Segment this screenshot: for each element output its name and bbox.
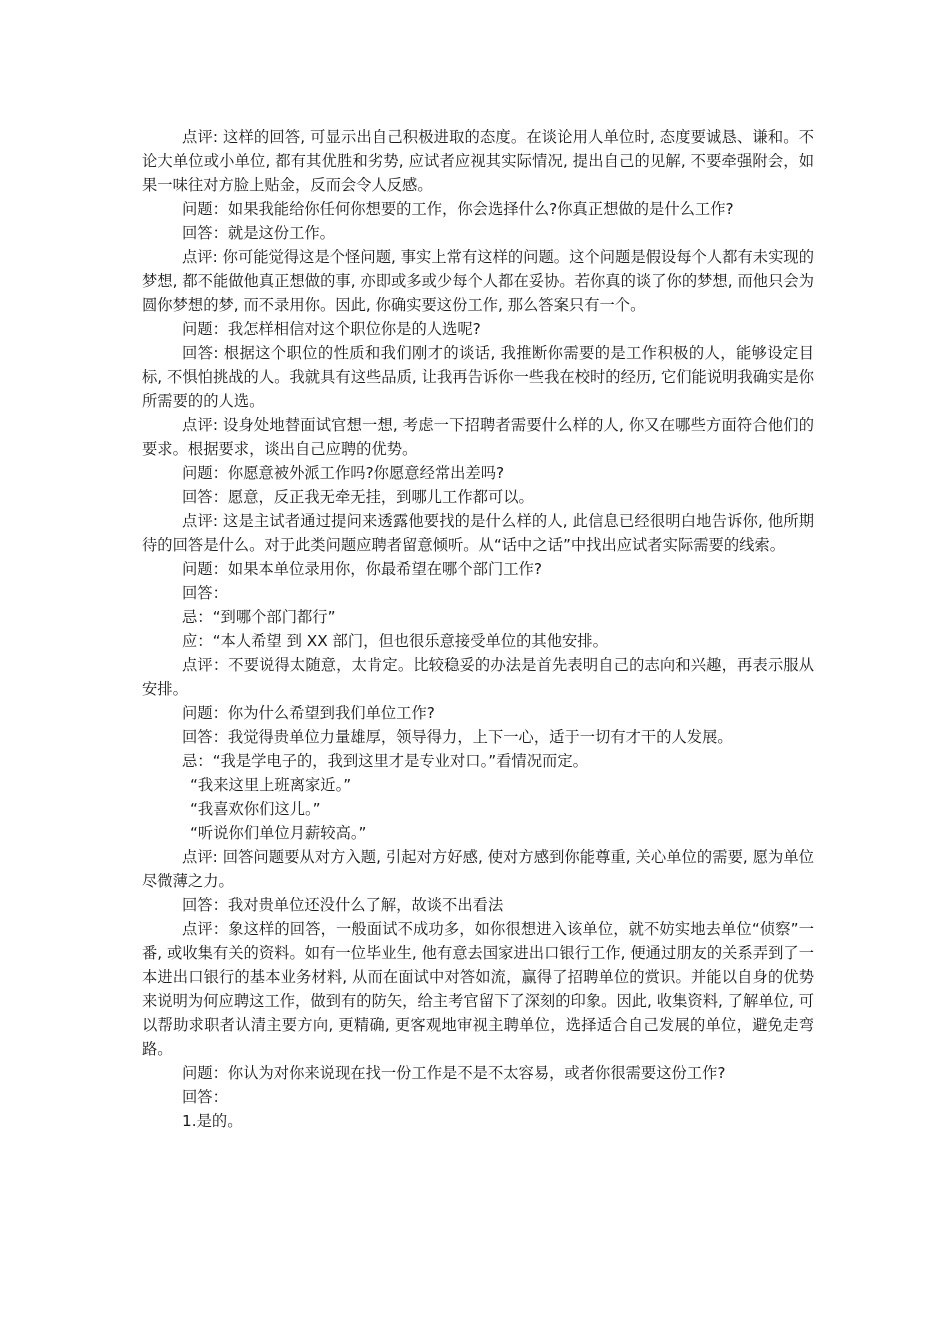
paragraph-comment-7: 点评：象这样的回答，一般面试不成功多，如你很想进入该单位，就不妨实地去单位“侦察”一番, 或收集有关的资料。如有一位毕业生, 他有意去国家进出口银行工作, 便通过朋友的关系弄到了一本进出口银行的基本业务材料, 从而在面试中对答如流，赢得了招聘单位的赏识。并能以自身的优势来说明为何应聘这工作，做到有的防矢，给主考官留下了深刻的印象。因此, 收集资料, 了解单位, 可以帮助求职者认清主要方向, 更精确, 更客观地审视主聘单位，选择适合自己发展的单位，避免走弯路。 bbox=[142, 920, 814, 1058]
document-body bbox=[142, 125, 814, 1133]
paragraph-comment-2: 点评: 你可能觉得这是个怪问题, 事实上常有这样的问题。这个问题是假设每个人都有未实现的梦想, 都不能做他真正想做的事, 亦即或多或少每个人都在妥协。若你真的谈了你的梦想, 而他只会为圆你梦想的梦, 而不录用你。因此, 你确实要这份工作, 那么答案只有一个。 bbox=[142, 248, 814, 314]
paragraph-question-5: 问题：你为什么希望到我们单位工作? bbox=[182, 704, 435, 722]
paragraph-comment-6: 点评: 回答问题要从对方入题, 引起对方好感, 使对方感到你能尊重, 关心单位的需要, 愿为单位尽微薄之力。 bbox=[142, 848, 814, 890]
paragraph-quote-3: “听说你们单位月薪较高。” bbox=[190, 824, 367, 842]
paragraph-avoid-2: 忌：“我是学电子的，我到这里才是专业对口。”看情况而定。 bbox=[182, 752, 588, 770]
paragraph-question-3: 问题：你愿意被外派工作吗?你愿意经常出差吗? bbox=[182, 464, 505, 482]
paragraph-comment-4: 点评: 这是主试者通过提问来透露他要找的是什么样的人, 此信息已经很明白地告诉你, 他所期待的回答是什么。对于此类问题应聘者留意倾听。从“话中之话”中找出应试者实际需要的线索。 bbox=[142, 512, 814, 554]
paragraph-answer-1: 回答：就是这份工作。 bbox=[182, 224, 335, 242]
paragraph-comment-5: 点评：不要说得太随意，太肯定。比较稳妥的办法是首先表明自己的志向和兴趣，再表示服从安排。 bbox=[142, 656, 814, 698]
paragraph-question-6: 问题：你认为对你来说现在找一份工作是不是不太容易，或者你很需要这份工作? bbox=[182, 1064, 726, 1082]
paragraph-answer-2: 回答: 根据这个职位的性质和我们刚才的谈话, 我推断你需要的是工作积极的人，能够设定目标, 不惧怕挑战的人。我就具有这些品质, 让我再告诉你一些我在校时的经历, 它们能说明我确实是你所需要的的人选。 bbox=[142, 344, 814, 410]
paragraph-answer-4: 回答： bbox=[182, 584, 228, 602]
paragraph-comment-1: 点评: 这样的回答, 可显示出自己积极进取的态度。在谈论用人单位时, 态度要诚恳、谦和。不论大单位或小单位, 都有其优胜和劣势, 应试者应视其实际情况, 提出自己的见解, 不要牵强附会，如果一味往对方脸上贴金，反而会令人反感。 bbox=[142, 128, 814, 194]
paragraph-answer-6: 回答：我对贵单位还没什么了解，故谈不出看法 bbox=[182, 896, 504, 914]
paragraph-list-item-1: 1.是的。 bbox=[182, 1112, 243, 1130]
paragraph-quote-1: “我来这里上班离家近。” bbox=[190, 776, 352, 794]
paragraph-question-2: 问题：我怎样相信对这个职位你是的人选呢? bbox=[182, 320, 481, 338]
paragraph-question-4: 问题：如果本单位录用你，你最希望在哪个部门工作? bbox=[182, 560, 542, 578]
paragraph-answer-3: 回答：愿意，反正我无牵无挂，到哪儿工作都可以。 bbox=[182, 488, 534, 506]
paragraph-comment-3: 点评: 设身处地替面试官想一想, 考虑一下招聘者需要什么样的人, 你又在哪些方面符合他们的要求。根据要求，谈出自己应聘的优势。 bbox=[142, 416, 814, 458]
paragraph-avoid-1: 忌：“到哪个部门都行” bbox=[182, 608, 336, 626]
paragraph-should-1: 应：“本人希望 到 XX 部门，但也很乐意接受单位的其他安排。 bbox=[182, 632, 608, 650]
paragraph-answer-5: 回答：我觉得贵单位力量雄厚，领导得力，上下一心，适于一切有才干的人发展。 bbox=[182, 728, 733, 746]
paragraph-answer-7: 回答： bbox=[182, 1088, 228, 1106]
paragraph-question-1: 问题：如果我能给你任何你想要的工作，你会选择什么?你真正想做的是什么工作? bbox=[182, 200, 734, 218]
paragraph-quote-2: “我喜欢你们这儿。” bbox=[190, 800, 321, 818]
